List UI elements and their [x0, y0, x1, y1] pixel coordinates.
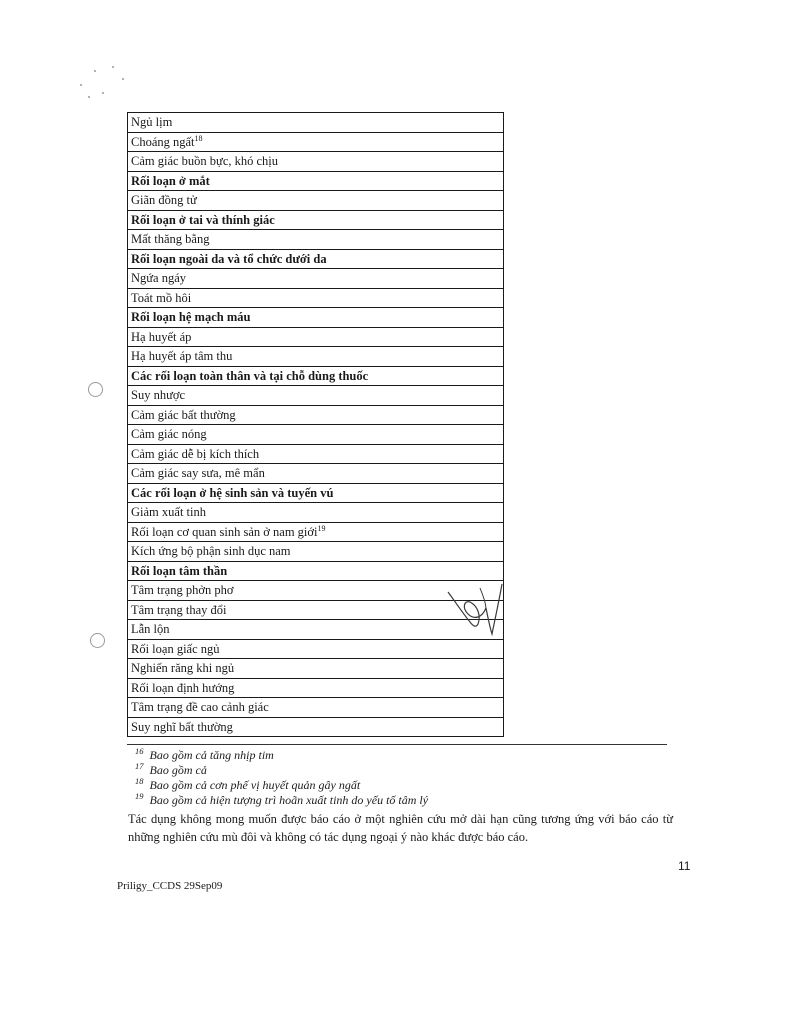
section-header-cell — [128, 308, 504, 328]
cell-text: Các rối loạn ở hệ sinh sản và tuyến vú — [131, 485, 334, 500]
cell-text: Cảm giác say sưa, mê mẩn — [131, 466, 265, 481]
reaction-cell — [128, 542, 504, 562]
section-header-cell — [128, 366, 504, 386]
footnote — [135, 793, 675, 808]
cell-text: Hạ huyết áp — [131, 329, 192, 344]
table-section-header-row — [128, 308, 504, 328]
closing-paragraph: Tác dụng không mong muốn được báo cáo ở một nghiên cứu mở dài hạn cũng tương ứng với báo cáo từ những nghiên cứu mù đôi và không có tác dụng ngoại ý nào khác được báo cáo. — [128, 812, 673, 844]
cell-text: Rối loạn ngoài da và tổ chức dưới da — [131, 251, 327, 266]
footnote-text: Bao gồm cả tăng nhịp tim — [149, 748, 274, 762]
footnote-text: Bao gồm cả cơn phế vị huyết quản gây ngất — [149, 778, 361, 792]
cell-text: Suy nghĩ bất thường — [131, 719, 233, 734]
table-row — [128, 639, 504, 659]
reaction-cell — [128, 288, 504, 308]
table-row — [128, 347, 504, 367]
table-row — [128, 269, 504, 289]
footnote-number: 17 — [135, 761, 144, 771]
section-header-cell — [128, 249, 504, 269]
table-row — [128, 464, 504, 484]
cell-text: Hạ huyết áp tâm thu — [131, 349, 233, 364]
table-row — [128, 522, 504, 542]
table-row — [128, 191, 504, 211]
reaction-cell — [128, 717, 504, 737]
table-row — [128, 678, 504, 698]
cell-text: Giảm xuất tinh — [131, 505, 206, 520]
footnote-text: Bao gồm cả hiện tượng trì hoãn xuất tinh do yếu tố tâm lý — [149, 793, 429, 807]
table-row — [128, 152, 504, 172]
table-section-header-row — [128, 171, 504, 191]
footnote — [135, 778, 675, 793]
punch-hole-bottom — [90, 633, 105, 648]
reaction-cell — [128, 230, 504, 250]
cell-text: Ngủ lịm — [131, 115, 173, 130]
cell-text: Rối loạn hệ mạch máu — [131, 310, 251, 325]
scan-speckles — [78, 62, 138, 102]
reaction-cell — [128, 503, 504, 523]
cell-text: Giãn đồng tử — [131, 193, 197, 208]
handwritten-signature — [440, 578, 510, 636]
adverse-reactions-table-body — [128, 113, 504, 737]
table-section-header-row — [128, 366, 504, 386]
table-row — [128, 444, 504, 464]
reaction-cell — [128, 698, 504, 718]
reaction-cell — [128, 347, 504, 367]
reaction-cell — [128, 327, 504, 347]
footnote-number: 18 — [135, 776, 144, 786]
table-row — [128, 542, 504, 562]
table-section-header-row — [128, 483, 504, 503]
table-row — [128, 405, 504, 425]
reaction-cell — [128, 425, 504, 445]
table-section-header-row — [128, 210, 504, 230]
adverse-reactions-table — [127, 112, 504, 737]
reaction-cell — [128, 152, 504, 172]
reaction-cell — [128, 269, 504, 289]
table-row — [128, 288, 504, 308]
reaction-cell — [128, 659, 504, 679]
cell-text: Rối loạn tâm thần — [131, 563, 228, 578]
reaction-cell — [128, 386, 504, 406]
table-row — [128, 327, 504, 347]
page-number: 11 — [678, 859, 691, 873]
cell-text: Mất thăng bằng — [131, 232, 210, 247]
table-row — [128, 698, 504, 718]
footnote — [135, 748, 675, 763]
cell-text: Nghiến răng khi ngủ — [131, 661, 235, 676]
cell-text: Kích ứng bộ phận sinh dục nam — [131, 544, 291, 559]
cell-text: Tâm trạng đề cao cảnh giác — [131, 700, 269, 715]
footnote-reference: 18 — [194, 133, 203, 143]
footnote-separator — [127, 744, 667, 745]
cell-text: Tâm trạng phởn phơ — [131, 583, 234, 598]
footnotes — [135, 748, 675, 808]
table-row — [128, 717, 504, 737]
table-row — [128, 425, 504, 445]
table-row — [128, 132, 504, 152]
cell-text: Rối loạn giấc ngủ — [131, 641, 220, 656]
cell-text: Lẫn lộn — [131, 622, 170, 637]
cell-text: Rối loạn ở mắt — [131, 173, 210, 188]
cell-text: Toát mồ hôi — [131, 290, 192, 305]
reaction-cell — [128, 405, 504, 425]
cell-text: Rối loạn định hướng — [131, 680, 235, 695]
cell-text: Cảm giác dễ bị kích thích — [131, 446, 260, 461]
cell-text: Các rối loạn toàn thân và tại chỗ dùng thuốc — [131, 368, 369, 383]
reaction-cell — [128, 464, 504, 484]
cell-text: Cảm giác buồn bực, khó chịu — [131, 154, 279, 169]
section-header-cell — [128, 210, 504, 230]
table-row — [128, 230, 504, 250]
reaction-cell — [128, 522, 504, 542]
footnote-reference: 19 — [317, 523, 326, 533]
cell-text: Cảm giác bất thường — [131, 407, 236, 422]
footnote — [135, 763, 675, 778]
cell-text: Rối loạn cơ quan sinh sản ở nam giới — [131, 524, 318, 539]
cell-text: Ngứa ngáy — [131, 271, 187, 286]
footnote-number: 16 — [135, 746, 144, 756]
reaction-cell — [128, 132, 504, 152]
punch-hole-top — [88, 382, 103, 397]
footnote-number: 19 — [135, 791, 144, 801]
footnote-text: Bao gồm cả — [149, 763, 207, 777]
reaction-cell — [128, 191, 504, 211]
table-row — [128, 113, 504, 133]
cell-text: Suy nhược — [131, 388, 186, 403]
reaction-cell — [128, 678, 504, 698]
cell-text: Choáng ngất — [131, 134, 195, 149]
table-row — [128, 503, 504, 523]
table-row — [128, 659, 504, 679]
cell-text: Cảm giác nóng — [131, 427, 207, 442]
reaction-cell — [128, 444, 504, 464]
cell-text: Tâm trạng thay đổi — [131, 602, 227, 617]
reaction-cell — [128, 639, 504, 659]
section-header-cell — [128, 483, 504, 503]
document-id: Priligy_CCDS 29Sep09 — [117, 880, 223, 892]
cell-text: Rối loạn ở tai và thính giác — [131, 212, 275, 227]
table-section-header-row — [128, 249, 504, 269]
reaction-cell — [128, 113, 504, 133]
section-header-cell — [128, 171, 504, 191]
table-row — [128, 386, 504, 406]
